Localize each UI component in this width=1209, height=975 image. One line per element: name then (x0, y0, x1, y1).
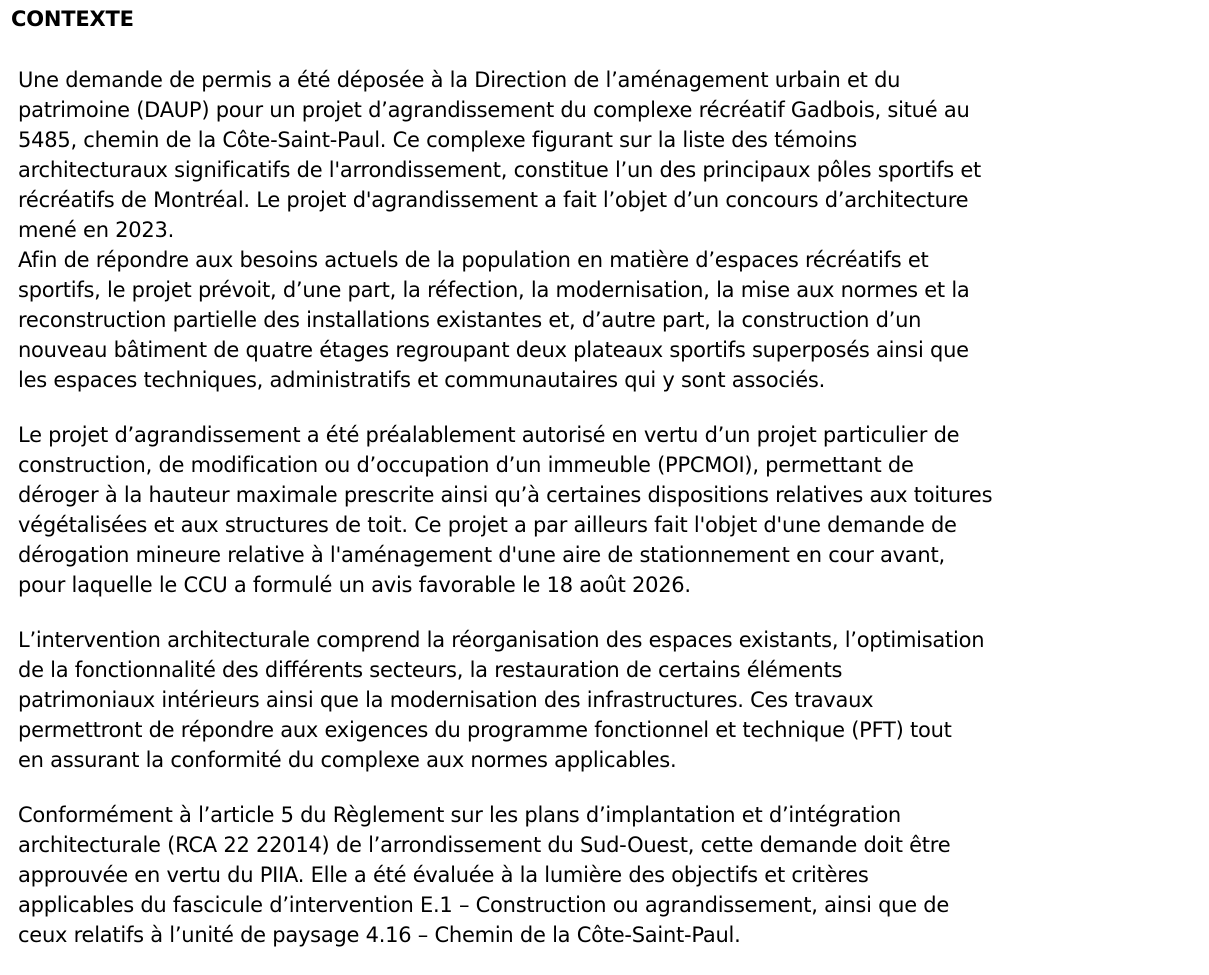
text-line: Une demande de permis a été déposée à la Direction de l’aménagement urbain et du (18, 68, 901, 92)
text-line: Conformément à l’article 5 du Règlement sur les plans d’implantation et d’intégration (18, 803, 901, 827)
text-line: 5485, chemin de la Côte-Saint-Paul. Ce complexe figurant sur la liste des témoins (18, 128, 857, 152)
text-line: reconstruction partielle des installations existantes et, d’autre part, la construction d’un (18, 308, 922, 332)
text-line: patrimoniaux intérieurs ainsi que la modernisation des infrastructures. Ces travaux (18, 688, 874, 712)
text-line: végétalisées et aux structures de toit. Ce projet a par ailleurs fait l'objet d'une demande de (18, 513, 957, 537)
paragraph-piia-compliance (18, 800, 1193, 950)
text-line: mené en 2023. (18, 218, 175, 242)
document-body (18, 65, 1193, 975)
text-line: approuvée en vertu du PIIA. Elle a été évaluée à la lumière des objectifs et critères (18, 863, 869, 887)
text-line: nouveau bâtiment de quatre étages regroupant deux plateaux sportifs superposés ainsi que (18, 338, 969, 362)
text-line: construction, de modification ou d’occupation d’un immeuble (PPCMOI), permettant de (18, 453, 914, 477)
section-heading: CONTEXTE (11, 7, 134, 31)
paragraph-project-scope (18, 245, 1193, 395)
text-line: sportifs, le projet prévoit, d’une part, la réfection, la modernisation, la mise aux normes et la (18, 278, 970, 302)
paragraph-prior-authorization (18, 420, 1193, 600)
text-line: L’intervention architecturale comprend la réorganisation des espaces existants, l’optimisation (18, 628, 985, 652)
text-line: de la fonctionnalité des différents secteurs, la restauration de certains éléments (18, 658, 843, 682)
text-line: architecturale (RCA 22 22014) de l’arrondissement du Sud-Ouest, cette demande doit être (18, 833, 951, 857)
text-line: déroger à la hauteur maximale prescrite ainsi qu’à certaines dispositions relatives aux toitures (18, 483, 993, 507)
text-line: architecturaux significatifs de l'arrondissement, constitue l’un des principaux pôles sportifs et (18, 158, 981, 182)
paragraph-architectural-intervention (18, 625, 1193, 775)
text-line: Afin de répondre aux besoins actuels de la population en matière d’espaces récréatifs et (18, 248, 929, 272)
text-line: ceux relatifs à l’unité de paysage 4.16 – Chemin de la Côte-Saint-Paul. (18, 923, 741, 947)
text-line: en assurant la conformité du complexe aux normes applicables. (18, 748, 677, 772)
text-line: dérogation mineure relative à l'aménagement d'une aire de stationnement en cour avant, (18, 543, 945, 567)
text-line: pour laquelle le CCU a formulé un avis favorable le 18 août 2026. (18, 573, 691, 597)
text-line: récréatifs de Montréal. Le projet d'agrandissement a fait l’objet d’un concours d’architecture (18, 188, 969, 212)
text-line: Le projet d’agrandissement a été préalablement autorisé en vertu d’un projet particulier de (18, 423, 960, 447)
text-line: les espaces techniques, administratifs et communautaires qui y sont associés. (18, 368, 826, 392)
text-line: permettront de répondre aux exigences du programme fonctionnel et technique (PFT) tout (18, 718, 952, 742)
paragraph-permit-request (18, 65, 1193, 245)
text-line: applicables du fascicule d’intervention E.1 – Construction ou agrandissement, ainsi que de (18, 893, 950, 917)
text-line: patrimoine (DAUP) pour un projet d’agrandissement du complexe récréatif Gadbois, situé au (18, 98, 970, 122)
